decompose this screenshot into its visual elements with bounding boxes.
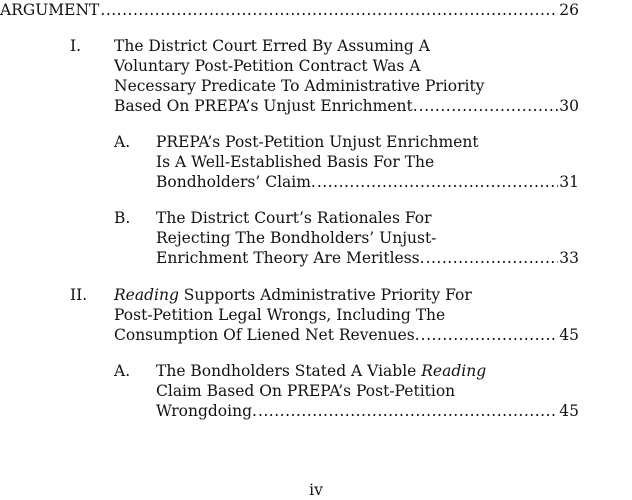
toc-page-number: 30: [559, 97, 579, 115]
toc-subsection-number: A.: [114, 362, 131, 380]
case-name-italic: Reading: [421, 362, 487, 380]
toc-section-line: Post-Petition Legal Wrongs, Including The: [114, 306, 446, 324]
toc-subsection-line: Wrongdoing.: [156, 402, 257, 420]
toc-section-line: Consumption Of Liened Net Revenues.: [114, 326, 420, 344]
toc-page-number: 45: [559, 402, 579, 420]
toc-subsection-line: PREPA’s Post-Petition Unjust Enrichment: [156, 133, 479, 151]
dot-leader: [419, 96, 559, 116]
toc-subsection-line: Claim Based On PREPA’s Post-Petition: [156, 382, 456, 400]
dot-leader: [258, 401, 558, 421]
toc-page-number: 31: [559, 173, 579, 191]
toc-section-line: The District Court Erred By Assuming A: [114, 37, 430, 55]
toc-section-line: Supports Administrative Priority For: [178, 286, 472, 304]
toc-subsection-line: Enrichment Theory Are Meritless.: [156, 249, 425, 267]
toc-subsection-line: Bondholders’ Claim.: [156, 173, 316, 191]
toc-subsection-number: A.: [114, 133, 131, 151]
toc-section-line: Necessary Predicate To Administrative Priority: [114, 77, 485, 95]
toc-section-number: I.: [70, 37, 82, 55]
dot-leader: [426, 248, 559, 268]
toc-entry-title: ARGUMENT: [0, 1, 100, 19]
page-footer-number: iv: [309, 481, 323, 499]
toc-subsection-line: Rejecting The Bondholders’ Unjust-: [156, 229, 437, 247]
dot-leader: [317, 172, 558, 192]
toc-page-number: 33: [559, 249, 579, 267]
toc-entry-argument: [0, 0, 579, 20]
toc-subsection-line: The District Court’s Rationales For: [156, 209, 432, 227]
toc-page-number: 45: [559, 326, 579, 344]
dot-leader: [421, 325, 559, 345]
toc-section-number: II.: [70, 286, 88, 304]
case-name-italic: Reading: [114, 286, 179, 304]
toc-subsection-number: B.: [114, 209, 131, 227]
toc-subsection-line: Is A Well-Established Basis For The: [156, 153, 435, 171]
toc-subsection-line: The Bondholders Stated A Viable: [156, 362, 422, 380]
toc-page-number: 26: [559, 1, 579, 19]
dot-leader: [100, 0, 558, 20]
toc-section-line: Voluntary Post-Petition Contract Was A: [114, 57, 421, 75]
toc-section-line: Based On PREPA’s Unjust Enrichment.: [114, 97, 418, 115]
